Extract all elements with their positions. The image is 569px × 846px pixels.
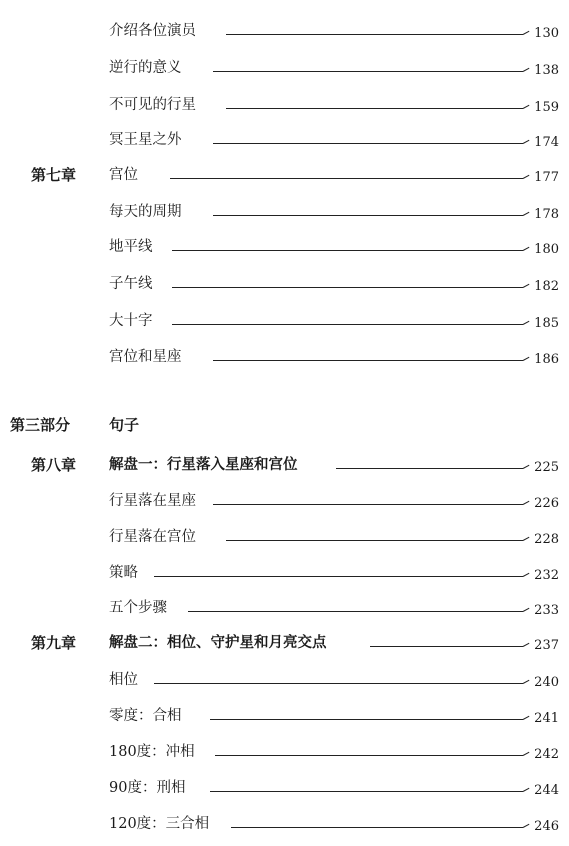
toc-row[interactable]	[0, 813, 569, 835]
chapter-label: 第七章	[31, 166, 77, 184]
page-number: 185	[534, 316, 559, 331]
leader-tick	[523, 573, 530, 577]
leader-line	[210, 719, 523, 720]
leader-tick	[523, 716, 530, 720]
part-heading	[0, 414, 569, 436]
toc-entry-title: 策略	[109, 565, 138, 581]
leader-tick	[523, 31, 530, 35]
toc-row[interactable]	[0, 526, 569, 548]
toc-entry-title: 行星落在宫位	[109, 529, 196, 545]
toc-row[interactable]	[0, 741, 569, 763]
leader-tick	[523, 537, 530, 541]
page-number: 178	[534, 207, 559, 222]
leader-line	[172, 287, 523, 288]
leader-tick	[523, 175, 530, 179]
toc-row[interactable]	[0, 20, 569, 42]
leader-tick	[523, 752, 530, 756]
toc-row[interactable]	[0, 597, 569, 619]
page-number: 228	[534, 532, 559, 547]
toc-row[interactable]	[0, 94, 569, 116]
leader-line	[213, 71, 523, 72]
leader-tick	[523, 643, 530, 647]
toc-entry-title: 相位	[109, 672, 138, 688]
page-number: 232	[534, 568, 559, 583]
page-number: 159	[534, 100, 559, 115]
leader-tick	[523, 608, 530, 612]
page-number: 174	[534, 135, 559, 150]
page-number: 138	[534, 63, 559, 78]
leader-line	[213, 360, 523, 361]
toc-entry-title: 介绍各位演员	[109, 23, 196, 39]
leader-tick	[523, 321, 530, 325]
leader-tick	[523, 140, 530, 144]
page-number: 225	[534, 460, 559, 475]
toc-entry-title: 解盘一：行星落入星座和宫位	[109, 456, 298, 473]
toc-row[interactable]	[0, 236, 569, 258]
toc-entry-title: 地平线	[109, 239, 153, 255]
page-number: 246	[534, 819, 559, 834]
leader-line	[213, 143, 523, 144]
leader-line	[336, 468, 523, 469]
leader-line	[231, 827, 523, 828]
leader-line	[370, 646, 523, 647]
page-number: 182	[534, 279, 559, 294]
toc-entry-title: 解盘二：相位、守护星和月亮交点	[109, 634, 327, 651]
leader-line	[226, 540, 523, 541]
page-number: 180	[534, 242, 559, 257]
leader-tick	[523, 68, 530, 72]
page-number: 242	[534, 747, 559, 762]
leader-tick	[523, 680, 530, 684]
leader-tick	[523, 357, 530, 361]
leader-line	[154, 683, 523, 684]
toc-entry-title: 行星落在星座	[109, 493, 196, 509]
leader-tick	[523, 247, 530, 251]
toc-row[interactable]	[0, 705, 569, 727]
chapter-label: 第八章	[31, 456, 77, 474]
leader-line	[172, 324, 523, 325]
toc-entry-title: 每天的周期	[109, 204, 182, 220]
leader-line	[188, 611, 523, 612]
toc-entry-title: 五个步骤	[109, 600, 167, 616]
leader-tick	[523, 824, 530, 828]
chapter-label: 第九章	[31, 634, 77, 652]
toc-entry-title: 宫位和星座	[109, 349, 182, 365]
toc-row[interactable]	[0, 669, 569, 691]
toc-row[interactable]	[0, 273, 569, 295]
leader-line	[226, 34, 523, 35]
page-number: 130	[534, 26, 559, 41]
toc-entry-title: 逆行的意义	[109, 60, 182, 76]
toc-entry-title: 不可见的行星	[109, 97, 196, 113]
leader-line	[172, 250, 523, 251]
part-label: 第三部分	[10, 416, 71, 434]
page-number: 186	[534, 352, 559, 367]
page-number: 241	[534, 711, 559, 726]
toc-row[interactable]	[0, 57, 569, 79]
toc-row[interactable]	[0, 310, 569, 332]
toc-row[interactable]	[0, 632, 569, 654]
leader-line	[154, 576, 523, 577]
leader-tick	[523, 788, 530, 792]
leader-line	[226, 108, 523, 109]
toc-row[interactable]	[0, 454, 569, 476]
leader-line	[170, 178, 523, 179]
leader-tick	[523, 284, 530, 288]
page-number: 177	[534, 170, 559, 185]
leader-line	[213, 215, 523, 216]
leader-tick	[523, 501, 530, 505]
page-number: 233	[534, 603, 559, 618]
toc-row[interactable]	[0, 777, 569, 799]
leader-line	[213, 504, 523, 505]
part-title: 句子	[109, 416, 140, 434]
page-number: 244	[534, 783, 559, 798]
leader-tick	[523, 105, 530, 109]
page-number: 237	[534, 638, 559, 653]
toc-entry-title: 零度：合相	[109, 708, 182, 724]
leader-tick	[523, 465, 530, 469]
toc-row[interactable]	[0, 346, 569, 368]
toc-row[interactable]	[0, 164, 569, 186]
toc-entry-title: 冥王星之外	[109, 132, 182, 148]
page-number: 226	[534, 496, 559, 511]
page-number: 240	[534, 675, 559, 690]
toc-row[interactable]	[0, 562, 569, 584]
leader-tick	[523, 212, 530, 216]
toc-entry-title: 120度：三合相	[109, 816, 210, 832]
toc-entry-title: 大十字	[109, 313, 153, 329]
toc-entry-title: 宫位	[109, 167, 138, 183]
toc-row[interactable]	[0, 201, 569, 223]
leader-line	[215, 755, 523, 756]
leader-line	[210, 791, 523, 792]
toc-row[interactable]	[0, 129, 569, 151]
toc-entry-title: 90度：刑相	[109, 780, 186, 796]
toc-row[interactable]	[0, 490, 569, 512]
toc-entry-title: 子午线	[109, 276, 153, 292]
toc-entry-title: 180度：冲相	[109, 744, 195, 760]
